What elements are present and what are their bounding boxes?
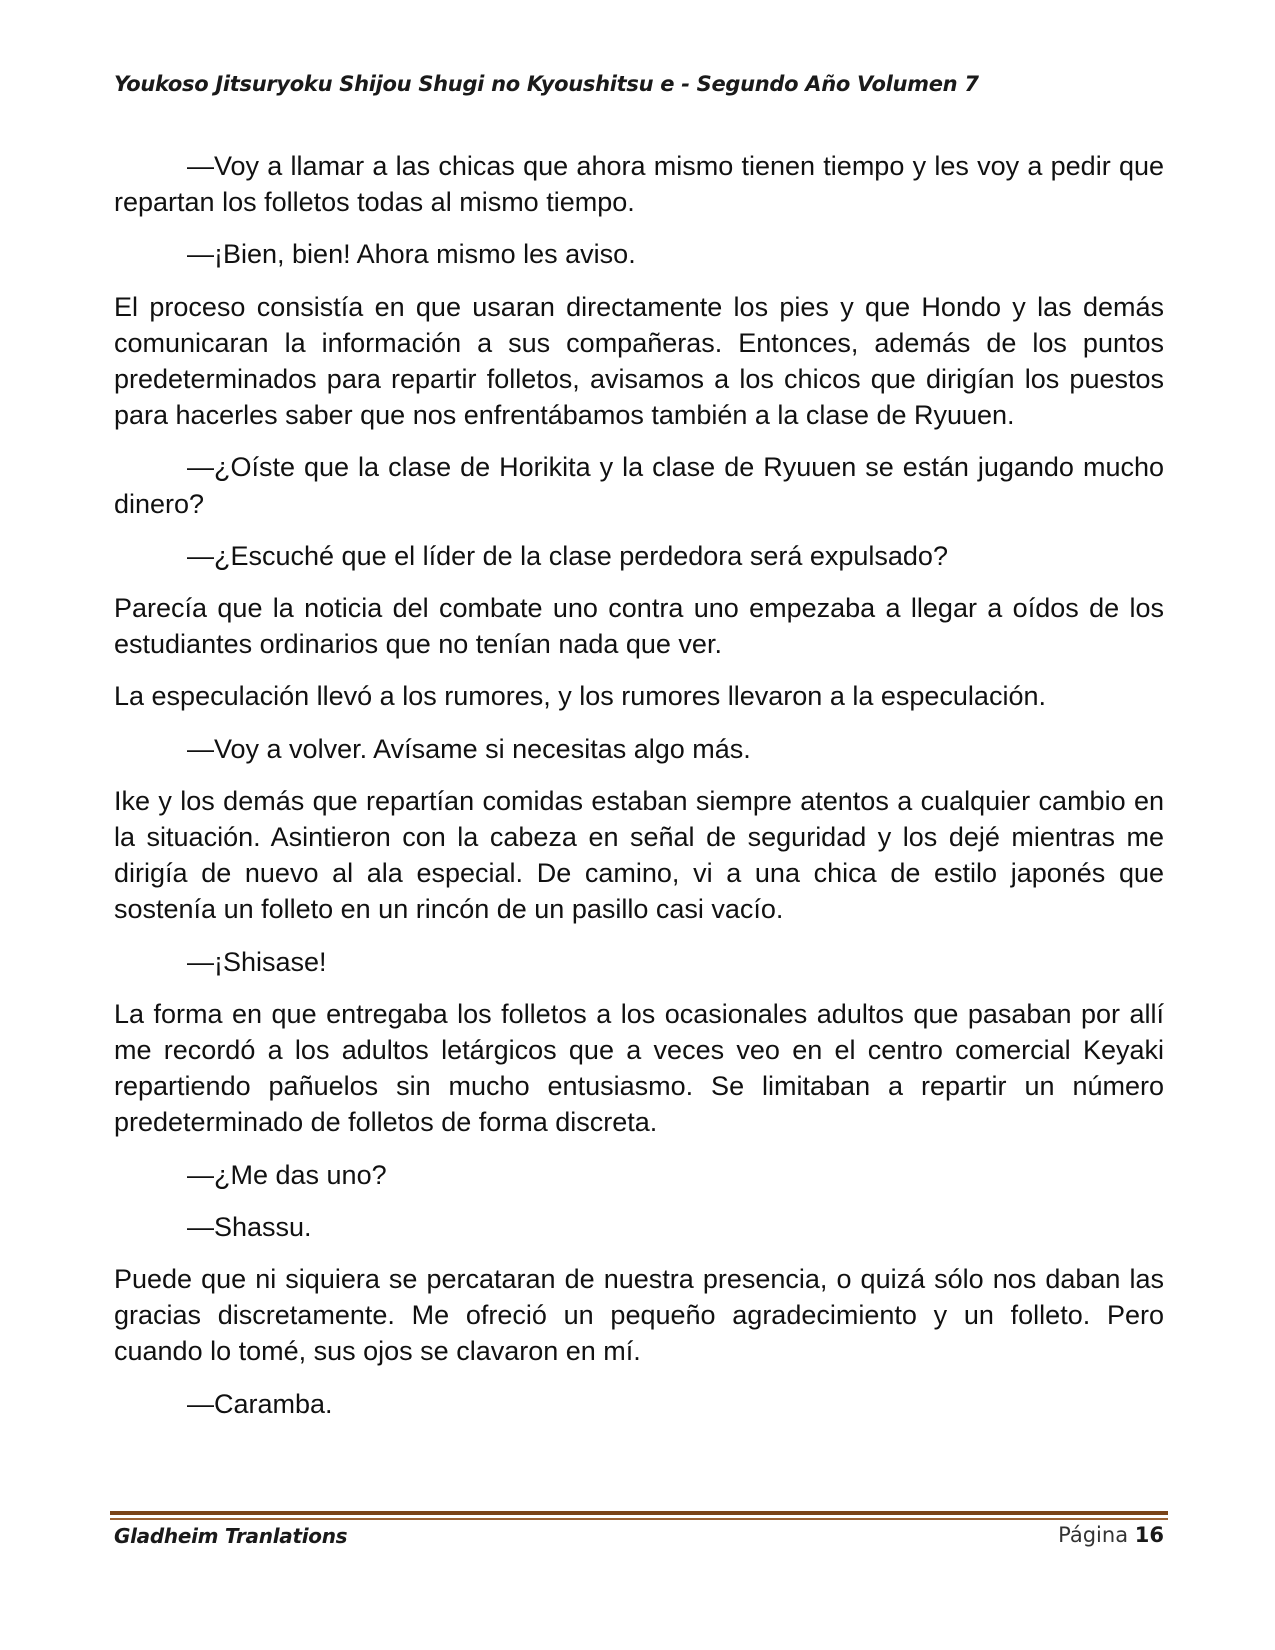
paragraph: —¿Escuché que el líder de la clase perdedora será expulsado? <box>187 540 948 571</box>
paragraph: —Voy a volver. Avísame si necesitas algo más. <box>187 733 751 764</box>
paragraph: —Voy a llamar a las chicas que ahora mismo tienen tiempo y les voy a pedir que repartan los folletos todas al mismo tiempo. <box>114 151 1164 218</box>
paragraph: —¡Bien, bien! Ahora mismo les aviso. <box>187 239 636 270</box>
page-number <box>1058 1523 1164 1547</box>
paragraph: —¿Me das uno? <box>187 1159 387 1190</box>
paragraph: La forma en que entregaba los folletos a los ocasionales adultos que pasaban por allí me recordó a los adultos letárgicos que a veces veo en el centro comercial Keyaki repartiendo pañuelos sin mucho entusiasmo. Se limitaban a repartir un número predeterminado de folletos de forma discreta. <box>114 998 1164 1138</box>
paragraph: Puede que ni siquiera se percataran de nuestra presencia, o quizá sólo nos daban las gracias discretamente. Me ofreció un pequeño agradecimiento y un folleto. Pero cuando lo tomé, sus ojos se clavaron en mí. <box>114 1264 1164 1367</box>
paragraph: Ike y los demás que repartían comidas estaban siempre atentos a cualquier cambio en la situación. Asintieron con la cabeza en señal de seguridad y los dejé mientras me dirigía de nuevo al ala especial. De camino, vi a una chica de estilo japonés que sostenía un folleto en un rincón de un pasillo casi vacío. <box>114 785 1164 925</box>
paragraph: —¡Shisase! <box>187 946 327 977</box>
footer-credit: Gladheim Tranlations <box>114 1524 348 1548</box>
paragraph: —Shassu. <box>187 1211 312 1242</box>
footer-rule-thick <box>110 1511 1168 1515</box>
page-number-value: 16 <box>1134 1523 1164 1547</box>
footer-rule-thin <box>110 1518 1168 1520</box>
page-label: Página <box>1058 1523 1129 1547</box>
paragraph: La especulación llevó a los rumores, y los rumores llevaron a la especulación. <box>114 681 1046 712</box>
running-header: Youkoso Jitsuryoku Shijou Shugi no Kyoushitsu e - Segundo Año Volumen 7 <box>114 72 979 96</box>
page-body <box>114 148 1164 1438</box>
paragraph: Parecía que la noticia del combate uno contra uno empezaba a llegar a oídos de los estudiantes ordinarios que no tenían nada que ver. <box>114 593 1164 660</box>
paragraph: El proceso consistía en que usaran directamente los pies y que Hondo y las demás comunicaran la información a sus compañeras. Entonces, además de los puntos predeterminados para repartir folletos, avisamos a los chicos que dirigían los puestos para hacerles saber que nos enfrentábamos también a la clase de Ryuuen. <box>114 291 1164 431</box>
paragraph: —Caramba. <box>187 1388 333 1419</box>
paragraph: —¿Oíste que la clase de Horikita y la clase de Ryuuen se están jugando mucho dinero? <box>114 452 1164 519</box>
